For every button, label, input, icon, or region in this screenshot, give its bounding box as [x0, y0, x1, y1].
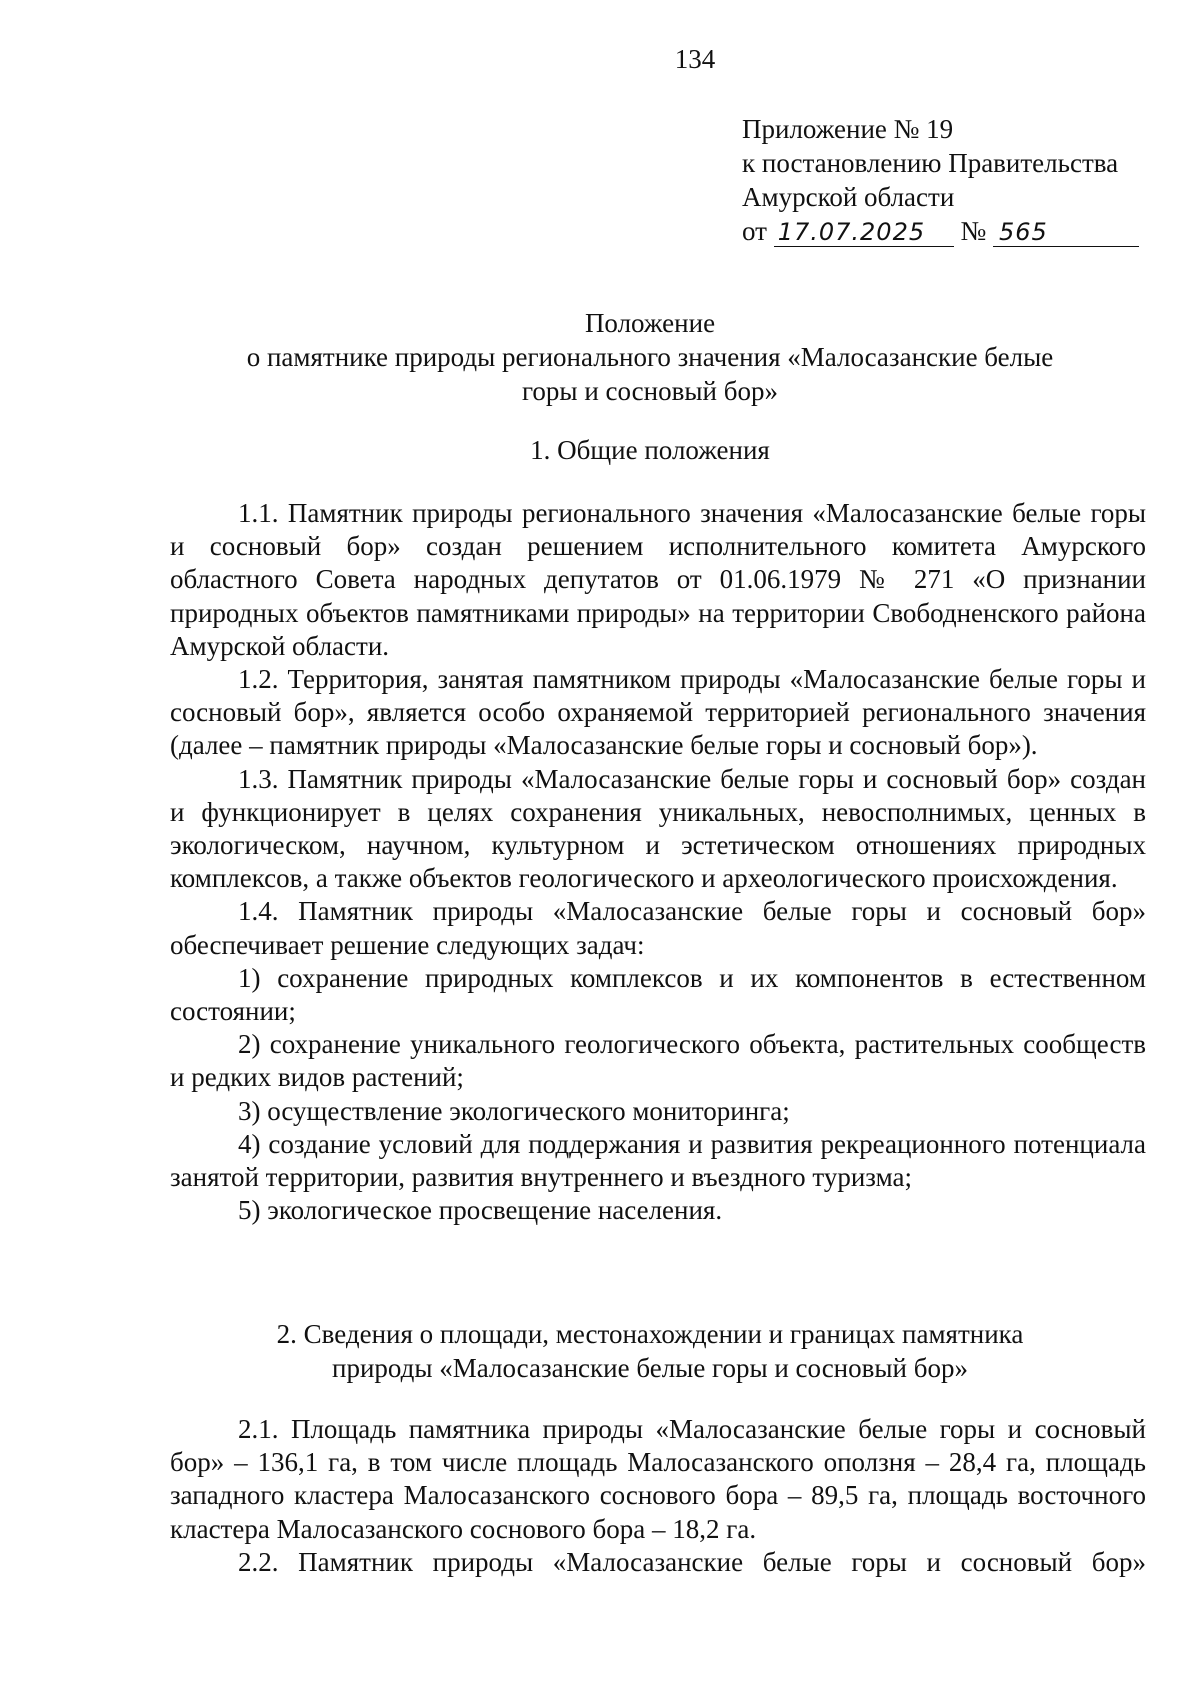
- section-1-heading: 1. Общие положения: [530, 435, 770, 465]
- handwritten-date: 17.07.2025: [774, 218, 954, 247]
- paragraph-1-3: 1.3. Памятник природы «Малосазанские белые горы и сосновый бор» создан и функционирует в целях сохранения уникальных, невосполнимых, ценных в экологическом, научном, культурном и эстетическом отношениях природных комплексов, а также объектов геологического и археологического происхождения.: [170, 763, 1146, 894]
- appendix-title: Приложение № 19: [742, 114, 954, 144]
- paragraph-1-2: 1.2. Территория, занятая памятником природы «Малосазанские белые горы и сосновый бор», является особо охраняемой территорией регионального значения (далее – памятник природы «Малосазанские белые горы и сосновый бор»).: [170, 664, 1146, 761]
- appendix-region: Амурской области: [742, 182, 955, 212]
- document-subtitle-line-2: горы и сосновый бор»: [522, 376, 778, 406]
- page-number: 134: [674, 44, 716, 74]
- list-item-2: 2) сохранение уникального геологического объекта, растительных сообществ и редких видов растений;: [170, 1029, 1146, 1093]
- section-2-heading-line-2: природы «Малосазанские белые горы и сосновый бор»: [332, 1353, 968, 1383]
- paragraph-2-1: 2.1. Площадь памятника природы «Малосазанские белые горы и сосновый бор» – 136,1 га, в том числе площадь Малосазанского оползня – 28,4 га, площадь западного кластера Малосазанского соснового бора – 89,5 га, площадь восточного кластера Малосазанского соснового бора – 18,2 га.: [170, 1414, 1146, 1544]
- number-label: №: [960, 216, 987, 246]
- appendix-block: [742, 112, 1139, 248]
- paragraph-1-1: 1.1. Памятник природы регионального значения «Малосазанские белые горы и сосновый бор» создан решением исполнительного комитета Амурского областного Совета народных депутатов от 01.06.1979 № 271 «О признании природных объектов памятниками природы» на территории Свободненского района Амурской области.: [170, 498, 1146, 661]
- document-subtitle-line-1: о памятнике природы регионального значения «Малосазанские белые: [246, 342, 1054, 372]
- section-2-heading-line-1: 2. Сведения о площади, местонахождении и границах памятника: [276, 1319, 1024, 1349]
- list-item-5: 5) экологическое просвещение населения.: [238, 1195, 723, 1226]
- handwritten-number: 565: [993, 218, 1139, 247]
- paragraph-2-2: 2.2. Памятник природы «Малосазанские белые горы и сосновый бор»: [238, 1546, 1146, 1577]
- list-item-4: 4) создание условий для поддержания и развития рекреационного потенциала занятой территории, развития внутреннего и въездного туризма;: [170, 1128, 1146, 1193]
- from-label: от: [742, 216, 767, 246]
- list-item-3: 3) осуществление экологического мониторинга;: [238, 1095, 790, 1126]
- appendix-reference: к постановлению Правительства: [742, 148, 1119, 178]
- section-1-body: [170, 497, 1146, 1227]
- paragraph-1-4: 1.4. Памятник природы «Малосазанские белые горы и сосновый бор» обеспечивает решение следующих задач:: [170, 896, 1146, 960]
- document-title: Положение: [584, 308, 716, 338]
- section-2-body: [170, 1413, 1146, 1579]
- appendix-date-row: [742, 214, 1139, 248]
- list-item-1: 1) сохранение природных комплексов и их компонентов в естественном состоянии;: [170, 962, 1146, 1027]
